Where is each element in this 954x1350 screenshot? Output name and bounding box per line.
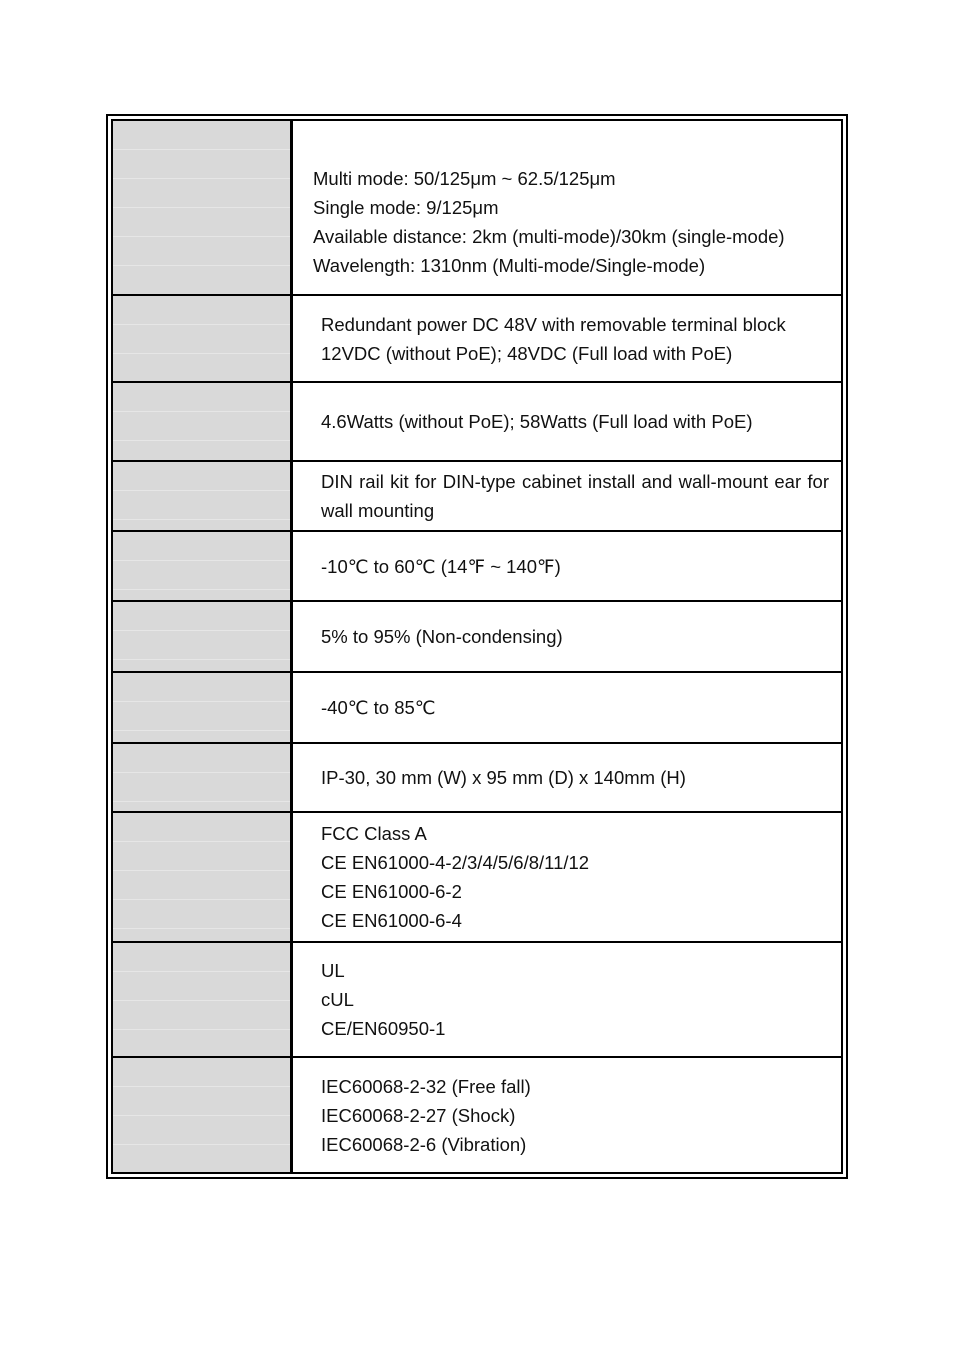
spec-value-line: CE EN61000-6-2 — [321, 881, 462, 903]
spec-value-line: 5% to 95% (Non-condensing) — [321, 626, 563, 648]
spec-row-fiber — [113, 121, 841, 296]
spec-value-line: CE EN61000-6-4 — [321, 910, 462, 932]
spec-value-line: IP-30, 30 mm (W) x 95 mm (D) x 140mm (H) — [321, 767, 686, 788]
spec-value-line: IEC60068-2-6 (Vibration) — [321, 1133, 527, 1155]
spec-value-line: CE/EN60950-1 — [321, 1018, 446, 1040]
spec-value-line: Multi mode: 50/125μm ~ 62.5/125μm — [313, 168, 616, 190]
spec-table-body — [111, 119, 843, 1174]
spec-value-line: Redundant power DC 48V with removable terminal block — [321, 313, 786, 335]
spec-label-cell — [113, 943, 293, 1057]
spec-value-line: Single mode: 9/125μm — [313, 197, 499, 219]
spec-value-cell — [293, 383, 841, 460]
spec-value-line: IEC60068-2-27 (Shock) — [321, 1104, 516, 1126]
spec-label-cell — [113, 744, 293, 812]
spec-value-line: IEC60068-2-32 (Free fall) — [321, 1075, 531, 1097]
spec-row-operating-temperature — [113, 532, 841, 602]
spec-value-line: FCC Class A — [321, 823, 427, 845]
spec-row-power-input — [113, 296, 841, 383]
spec-row-installation — [113, 462, 841, 533]
spec-value-line: UL — [321, 960, 345, 982]
spec-row-case-dimension — [113, 744, 841, 814]
spec-row-emi — [113, 813, 841, 943]
spec-value-cell — [293, 744, 841, 812]
spec-row-humidity — [113, 602, 841, 673]
spec-value-line: DIN rail kit for DIN-type cabinet install and wall-mount ear for wall mounting — [321, 471, 829, 522]
spec-value-cell — [293, 602, 841, 671]
spec-value-line: -10℃ to 60℃ (14℉ ~ 140℉) — [321, 555, 561, 577]
spec-value-cell — [293, 296, 841, 381]
spec-value-cell — [293, 462, 841, 531]
spec-value-cell — [293, 1058, 841, 1172]
spec-row-safety — [113, 943, 841, 1059]
spec-label-cell — [113, 813, 293, 941]
spec-value-line: cUL — [321, 989, 354, 1011]
spec-value-line: 4.6Watts (without PoE); 58Watts (Full load with PoE) — [321, 410, 753, 432]
spec-label-cell — [113, 602, 293, 671]
spec-value-cell — [293, 121, 841, 294]
spec-value-cell — [293, 813, 841, 941]
spec-value-line: -40℃ to 85℃ — [321, 696, 436, 718]
spec-value-line: Wavelength: 1310nm (Multi-mode/Single-mode) — [313, 255, 706, 277]
spec-label-cell — [113, 1058, 293, 1172]
spec-row-power-consumption — [113, 383, 841, 462]
spec-label-cell — [113, 532, 293, 600]
spec-value-cell — [293, 943, 841, 1057]
spec-value-line: 12VDC (without PoE); 48VDC (Full load with PoE) — [321, 342, 733, 364]
spec-value-cell — [293, 532, 841, 600]
spec-value-line: Available distance: 2km (multi-mode)/30km (single-mode) — [313, 226, 785, 248]
spec-label-cell — [113, 383, 293, 460]
spec-label-cell — [113, 673, 293, 742]
spec-row-storage-temperature — [113, 673, 841, 744]
spec-row-stability-testing — [113, 1058, 841, 1172]
spec-table — [106, 114, 848, 1179]
spec-label-cell — [113, 462, 293, 531]
spec-value-line: CE EN61000-4-2/3/4/5/6/8/11/12 — [321, 852, 590, 874]
spec-label-cell — [113, 121, 293, 294]
spec-label-cell — [113, 296, 293, 381]
spec-value-cell — [293, 673, 841, 742]
